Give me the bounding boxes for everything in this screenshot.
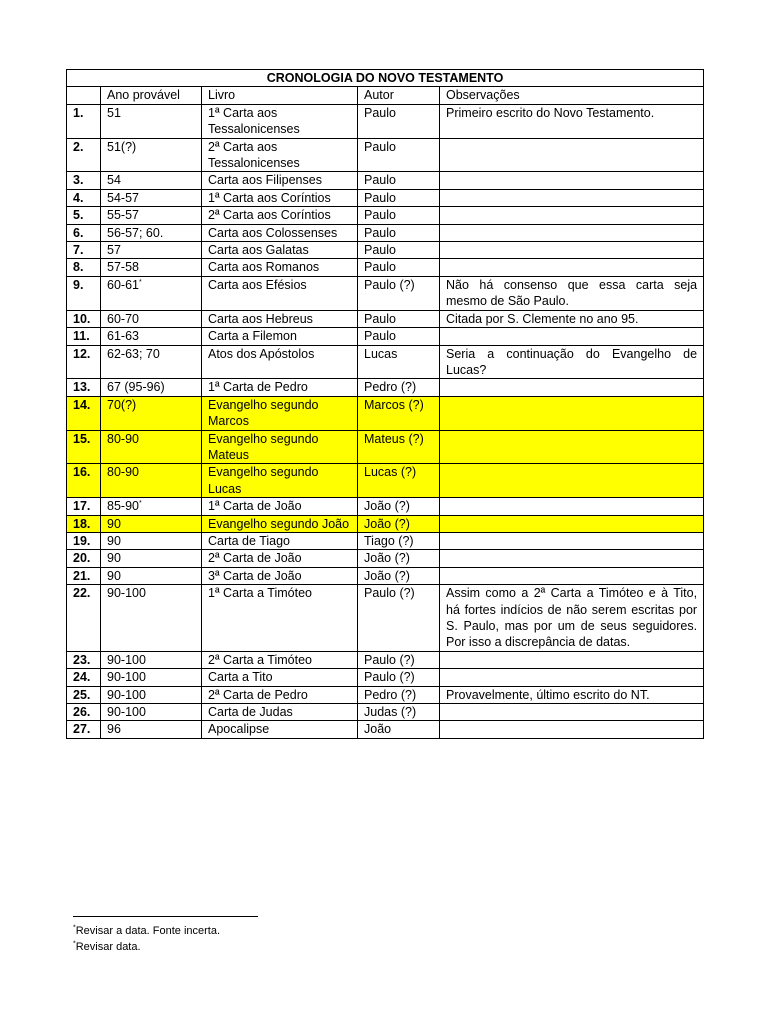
row-book-text: Carta aos Efésios — [208, 277, 307, 292]
row-observation — [440, 379, 704, 396]
row-author — [358, 430, 440, 464]
row-year-text: 90 — [107, 516, 121, 531]
row-number-text: 27. — [73, 722, 91, 737]
row-book — [202, 276, 358, 310]
table-row — [67, 498, 704, 515]
row-number — [67, 550, 101, 567]
table-row — [67, 464, 704, 498]
row-number — [67, 515, 101, 532]
row-number-text: 23. — [73, 652, 91, 667]
row-observation — [440, 704, 704, 721]
table-row — [67, 138, 704, 172]
row-observation — [440, 567, 704, 584]
row-observation — [440, 550, 704, 567]
row-book-text: Carta aos Colossenses — [208, 225, 338, 240]
row-number-text: 9. — [73, 277, 84, 292]
row-number-text: 6. — [73, 225, 84, 240]
row-book-text: Carta aos Romanos — [208, 260, 320, 275]
row-author — [358, 104, 440, 138]
row-year-text: 85-90 — [107, 499, 139, 514]
header-observacoes: Observações — [440, 87, 704, 104]
row-author-text: Paulo — [364, 243, 396, 258]
row-year-text: 90-100 — [107, 670, 146, 685]
header-livro: Livro — [202, 87, 358, 104]
row-year — [101, 310, 202, 327]
row-year-text: 80-90 — [107, 465, 139, 480]
table-row — [67, 585, 704, 652]
row-book — [202, 259, 358, 276]
row-number-text: 1. — [73, 105, 84, 120]
row-number-text: 11. — [73, 329, 90, 344]
table-row — [67, 345, 704, 379]
table-row — [67, 515, 704, 532]
row-year — [101, 686, 202, 703]
row-author — [358, 189, 440, 206]
row-author-text: Paulo — [364, 173, 396, 188]
table-row — [67, 567, 704, 584]
row-book-text: 1ª Carta aos Coríntios — [208, 190, 331, 205]
footnote-2-mark: * — [73, 940, 76, 948]
table-row — [67, 686, 704, 703]
row-author-text: Pedro (?) — [364, 380, 417, 395]
row-year-text: 60-61 — [107, 277, 139, 292]
row-author — [358, 172, 440, 189]
row-book — [202, 464, 358, 498]
row-number — [67, 104, 101, 138]
row-number-text: 22. — [73, 586, 91, 601]
row-author — [358, 515, 440, 532]
row-number-text: 15. — [73, 431, 91, 446]
row-author — [358, 224, 440, 241]
row-author — [358, 651, 440, 668]
row-year — [101, 532, 202, 549]
row-book — [202, 224, 358, 241]
footnote-ref-mark: * — [138, 500, 142, 507]
row-year — [101, 704, 202, 721]
row-book — [202, 704, 358, 721]
table-row — [67, 651, 704, 668]
row-year-text: 90-100 — [107, 705, 146, 720]
row-year — [101, 396, 202, 430]
row-observation — [440, 242, 704, 259]
row-year — [101, 379, 202, 396]
row-book-text: Carta de Tiago — [208, 533, 290, 548]
table-row — [67, 276, 704, 310]
row-author-text: Mateus (?) — [364, 431, 424, 446]
row-author — [358, 242, 440, 259]
row-observation — [440, 259, 704, 276]
row-year-text: 62-63; 70 — [107, 346, 160, 361]
row-observation — [440, 464, 704, 498]
row-author — [358, 259, 440, 276]
row-author — [358, 585, 440, 652]
table-row — [67, 721, 704, 738]
row-author-text: Paulo — [364, 260, 396, 275]
row-book-text: Evangelho segundo Mateus — [208, 431, 319, 462]
row-year — [101, 721, 202, 738]
row-book — [202, 345, 358, 379]
row-author-text: João — [364, 722, 392, 737]
row-author — [358, 328, 440, 345]
footnote-1-mark: * — [73, 924, 76, 932]
row-author-text: Paulo — [364, 139, 396, 154]
table-row — [67, 379, 704, 396]
row-author — [358, 532, 440, 549]
row-observation-text: Citada por S. Clemente no ano 95. — [446, 311, 639, 326]
row-book — [202, 567, 358, 584]
row-book-text: 3ª Carta de João — [208, 568, 302, 583]
row-book-text: 1ª Carta a Timóteo — [208, 586, 312, 601]
header-num — [67, 87, 101, 104]
row-number-text: 26. — [73, 705, 91, 720]
row-number — [67, 686, 101, 703]
row-book-text: Carta aos Hebreus — [208, 311, 313, 326]
row-year-text: 60-70 — [107, 311, 139, 326]
row-year — [101, 669, 202, 686]
row-author — [358, 207, 440, 224]
row-book — [202, 498, 358, 515]
row-author — [358, 379, 440, 396]
row-observation-text: Provavelmente, último escrito do NT. — [446, 687, 650, 702]
row-number — [67, 396, 101, 430]
row-book-text: Evangelho segundo João — [208, 516, 350, 531]
row-number — [67, 138, 101, 172]
row-author — [358, 276, 440, 310]
row-book-text: Carta a Tito — [208, 670, 273, 685]
row-year — [101, 259, 202, 276]
row-number-text: 21. — [73, 568, 91, 583]
row-number — [67, 704, 101, 721]
row-book-text: Carta a Filemon — [208, 329, 297, 344]
table-row — [67, 396, 704, 430]
row-number — [67, 721, 101, 738]
row-year-text: 70(?) — [107, 397, 137, 412]
row-number — [67, 585, 101, 652]
row-number-text: 25. — [73, 687, 91, 702]
row-number — [67, 276, 101, 310]
row-observation — [440, 515, 704, 532]
row-observation — [440, 276, 704, 310]
row-year — [101, 498, 202, 515]
row-observation — [440, 498, 704, 515]
row-author — [358, 138, 440, 172]
row-book-text: Evangelho segundo Lucas — [208, 465, 319, 496]
row-author-text: Marcos (?) — [364, 397, 424, 412]
row-number-text: 12. — [73, 346, 91, 361]
row-book-text: Apocalipse — [208, 722, 270, 737]
row-book-text: Carta aos Galatas — [208, 243, 309, 258]
row-number-text: 3. — [73, 173, 84, 188]
row-year-text: 61-63 — [107, 329, 139, 344]
row-observation — [440, 345, 704, 379]
row-number-text: 20. — [73, 551, 91, 566]
row-observation — [440, 189, 704, 206]
row-year — [101, 224, 202, 241]
row-observation — [440, 651, 704, 668]
row-observation — [440, 328, 704, 345]
footnote-1 — [73, 924, 220, 938]
row-book — [202, 585, 358, 652]
row-number-text: 16. — [73, 465, 91, 480]
row-author-text: Paulo (?) — [364, 670, 415, 685]
row-observation-text: Seria a continuação do Evangelho de Lucas? — [446, 346, 698, 377]
row-author — [358, 686, 440, 703]
row-year-text: 55-57 — [107, 208, 139, 223]
table-row — [67, 310, 704, 327]
row-author-text: Paulo — [364, 311, 396, 326]
row-year-text: 90 — [107, 551, 121, 566]
row-number-text: 4. — [73, 190, 84, 205]
row-author — [358, 345, 440, 379]
row-author-text: João (?) — [364, 516, 410, 531]
row-book — [202, 686, 358, 703]
row-number-text: 13. — [73, 380, 91, 395]
row-year-text: 56-57; 60. — [107, 225, 164, 240]
row-book-text: 2ª Carta a Timóteo — [208, 652, 312, 667]
row-number — [67, 310, 101, 327]
row-observation — [440, 532, 704, 549]
row-book-text: 1ª Carta aos Tessalonicenses — [208, 105, 300, 137]
row-number-text: 10. — [73, 311, 91, 326]
row-book — [202, 189, 358, 206]
row-number-text: 8. — [73, 260, 84, 275]
row-author-text: Paulo — [364, 225, 396, 240]
row-observation — [440, 224, 704, 241]
header-ano: Ano provável — [101, 87, 202, 104]
row-book-text: 2ª Carta aos Tessalonicenses — [208, 139, 300, 171]
row-book — [202, 515, 358, 532]
row-number-text: 7. — [73, 243, 84, 258]
row-book — [202, 242, 358, 259]
row-author-text: Paulo — [364, 105, 396, 120]
footnote-ref-mark: * — [138, 278, 142, 286]
row-book — [202, 651, 358, 668]
row-number — [67, 189, 101, 206]
row-year-text: 96 — [107, 722, 121, 737]
row-book-text: 1ª Carta de Pedro — [208, 380, 308, 395]
table-row — [67, 704, 704, 721]
row-year — [101, 242, 202, 259]
row-year-text: 80-90 — [107, 431, 139, 446]
table-row — [67, 207, 704, 224]
chronology-table — [66, 69, 704, 739]
row-author-text: João (?) — [364, 499, 410, 514]
row-author-text: Tiago (?) — [364, 533, 414, 548]
row-book — [202, 430, 358, 464]
row-observation-text: Primeiro escrito do Novo Testamento. — [446, 105, 655, 120]
row-observation — [440, 396, 704, 430]
row-year — [101, 430, 202, 464]
row-author-text: Paulo — [364, 329, 396, 344]
row-year-text: 54-57 — [107, 190, 139, 205]
row-number — [67, 379, 101, 396]
row-observation — [440, 104, 704, 138]
row-year-text: 57-58 — [107, 260, 139, 275]
table-title-row — [67, 70, 704, 87]
table-row — [67, 104, 704, 138]
header-autor: Autor — [358, 87, 440, 104]
row-number — [67, 532, 101, 549]
row-year — [101, 651, 202, 668]
table-row — [67, 259, 704, 276]
row-author-text: Paulo — [364, 208, 396, 223]
row-number-text: 18. — [73, 516, 91, 531]
row-number-text: 17. — [73, 499, 91, 514]
row-author — [358, 550, 440, 567]
row-book-text: 2ª Carta de Pedro — [208, 687, 308, 702]
row-observation-text: Não há consenso que essa carta seja mesmo de São Paulo. — [446, 277, 698, 309]
row-year — [101, 276, 202, 310]
row-year — [101, 172, 202, 189]
row-author — [358, 721, 440, 738]
row-author — [358, 669, 440, 686]
row-year — [101, 585, 202, 652]
row-author-text: Paulo (?) — [364, 652, 415, 667]
table-row — [67, 224, 704, 241]
row-observation-text: Assim como a 2ª Carta a Timóteo e à Tito, há fortes indícios de não serem escritas por S. Paulo, mas por um de seus seguidores. Por isso a discrepância de datas. — [446, 586, 698, 650]
row-number — [67, 345, 101, 379]
table-row — [67, 328, 704, 345]
row-number — [67, 242, 101, 259]
row-number-text: 5. — [73, 208, 84, 223]
row-observation — [440, 138, 704, 172]
row-author-text: João (?) — [364, 551, 410, 566]
row-year-text: 51(?) — [107, 139, 137, 154]
row-number — [67, 498, 101, 515]
row-year — [101, 515, 202, 532]
footnote-2 — [73, 940, 141, 954]
row-year-text: 54 — [107, 173, 121, 188]
row-year-text: 67 (95-96) — [107, 380, 165, 395]
row-author-text: Paulo (?) — [364, 586, 415, 601]
table-header-row — [67, 87, 704, 104]
row-year-text: 90 — [107, 533, 121, 548]
row-number-text: 19. — [73, 533, 91, 548]
row-author-text: Paulo (?) — [364, 277, 415, 292]
row-book — [202, 207, 358, 224]
row-book — [202, 138, 358, 172]
row-number — [67, 172, 101, 189]
row-book-text: 1ª Carta de João — [208, 499, 302, 514]
row-year — [101, 328, 202, 345]
row-author-text: João (?) — [364, 568, 410, 583]
row-book — [202, 396, 358, 430]
row-book — [202, 532, 358, 549]
row-author — [358, 704, 440, 721]
row-observation — [440, 430, 704, 464]
row-year-text: 90-100 — [107, 687, 146, 702]
row-year — [101, 464, 202, 498]
row-year-text: 90 — [107, 568, 121, 583]
row-observation — [440, 669, 704, 686]
table-title: CRONOLOGIA DO NOVO TESTAMENTO — [67, 70, 704, 87]
row-observation — [440, 686, 704, 703]
row-book-text: Atos dos Apóstolos — [208, 346, 315, 361]
row-book — [202, 379, 358, 396]
row-author-text: Pedro (?) — [364, 687, 417, 702]
row-author-text: Paulo — [364, 190, 396, 205]
row-year-text: 90-100 — [107, 586, 146, 601]
table-row — [67, 532, 704, 549]
row-book — [202, 669, 358, 686]
row-year — [101, 567, 202, 584]
row-number — [67, 651, 101, 668]
row-book — [202, 550, 358, 567]
row-number — [67, 207, 101, 224]
row-number — [67, 224, 101, 241]
row-observation — [440, 310, 704, 327]
row-book — [202, 328, 358, 345]
row-year — [101, 550, 202, 567]
table-row — [67, 189, 704, 206]
row-author — [358, 567, 440, 584]
footnote-2-text: Revisar data. — [75, 941, 141, 953]
row-number — [67, 430, 101, 464]
row-year — [101, 138, 202, 172]
row-author-text: Lucas (?) — [364, 465, 417, 480]
row-book-text: Evangelho segundo Marcos — [208, 397, 319, 429]
row-author — [358, 464, 440, 498]
row-number — [67, 669, 101, 686]
row-book — [202, 310, 358, 327]
row-number — [67, 328, 101, 345]
row-author-text: Lucas — [364, 346, 398, 361]
row-book-text: 2ª Carta de João — [208, 551, 302, 566]
row-book — [202, 172, 358, 189]
row-author — [358, 310, 440, 327]
row-year — [101, 189, 202, 206]
row-book-text: 2ª Carta aos Coríntios — [208, 208, 331, 223]
row-author — [358, 498, 440, 515]
row-year — [101, 345, 202, 379]
row-observation — [440, 585, 704, 652]
row-number-text: 24. — [73, 670, 91, 685]
table-row — [67, 172, 704, 189]
row-author — [358, 396, 440, 430]
row-book — [202, 721, 358, 738]
row-observation — [440, 172, 704, 189]
row-book — [202, 104, 358, 138]
row-year-text: 90-100 — [107, 652, 146, 667]
table-row — [67, 550, 704, 567]
row-number-text: 2. — [73, 139, 84, 154]
row-year — [101, 104, 202, 138]
row-year-text: 51 — [107, 105, 121, 120]
row-number — [67, 464, 101, 498]
row-year-text: 57 — [107, 243, 121, 258]
row-book-text: Carta aos Filipenses — [208, 173, 322, 188]
table-row — [67, 242, 704, 259]
row-number-text: 14. — [73, 397, 91, 412]
row-number — [67, 259, 101, 276]
footnote-1-text: Revisar a data. Fonte incerta. — [75, 925, 221, 937]
row-observation — [440, 207, 704, 224]
row-author-text: Judas (?) — [364, 705, 417, 720]
footnote-separator — [73, 916, 258, 917]
row-year — [101, 207, 202, 224]
row-observation — [440, 721, 704, 738]
row-book-text: Carta de Judas — [208, 705, 293, 720]
table-row — [67, 669, 704, 686]
table-row — [67, 430, 704, 464]
row-number — [67, 567, 101, 584]
